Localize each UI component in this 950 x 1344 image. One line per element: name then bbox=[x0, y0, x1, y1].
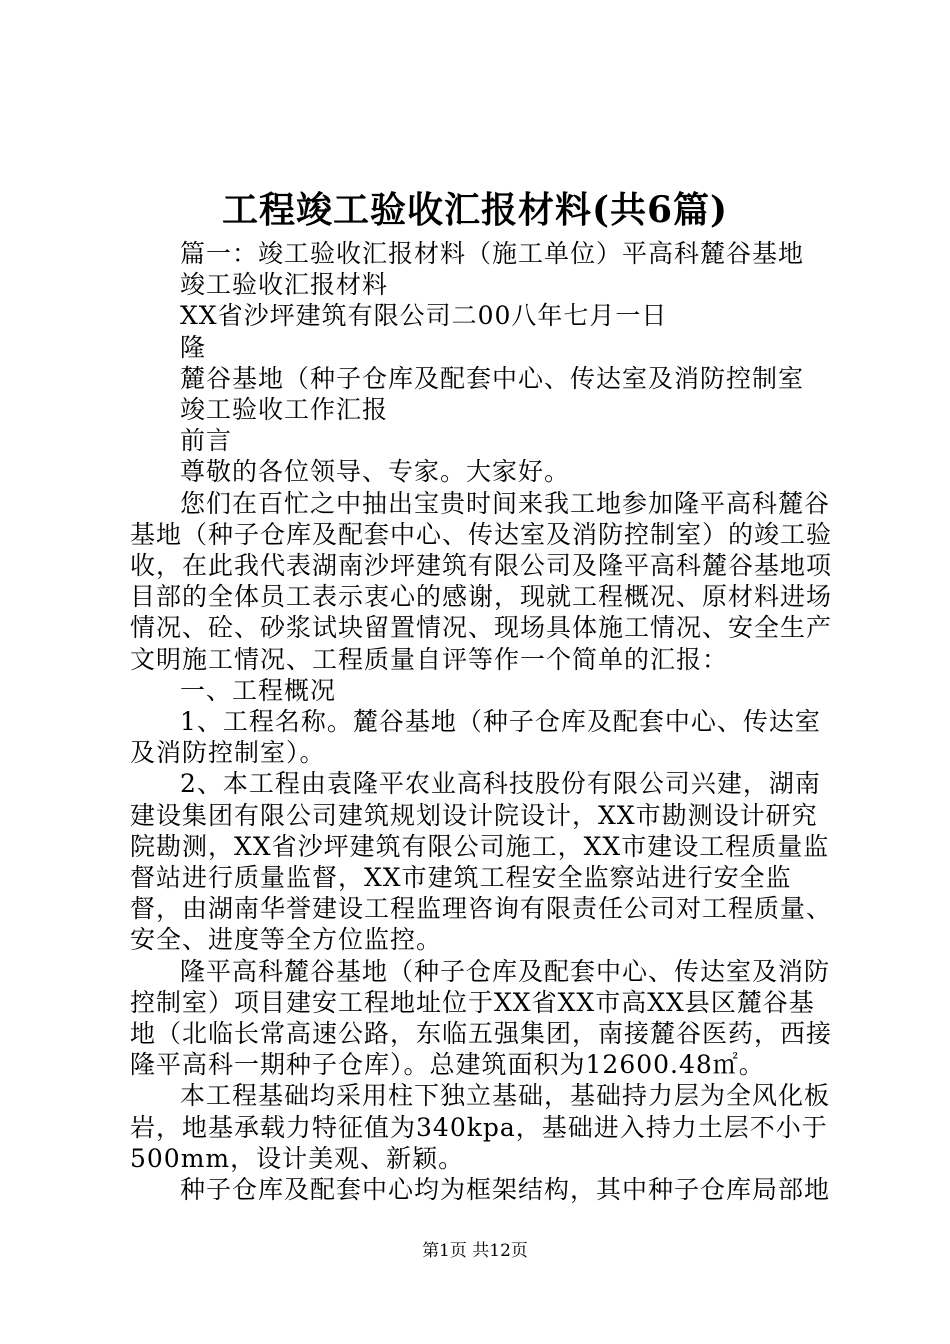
page-footer: 第1页 共12页 bbox=[422, 1241, 528, 1261]
paragraph-fragment: 隆 bbox=[180, 332, 207, 362]
paragraph-company-date: XX省沙坪建筑有限公司二00八年七月一日 bbox=[180, 301, 668, 331]
document-body bbox=[130, 238, 832, 1205]
paragraph-item-1: 1、工程名称。麓谷基地（种子仓库及配套中心、传达室及消防控制室）。 bbox=[130, 707, 821, 768]
paragraph-item-2: 2、本工程由袁隆平农业高科技股份有限公司兴建，湖南建设集团有限公司建筑规划设计院设计，XX市勘测设计研究院勘测，XX省沙坪建筑有限公司施工，XX市建设工程质量监督站进行质量监督，XX市建筑工程安全监察站进行安全监督，由湖南华誉建设工程监理咨询有限责任公司对工程质量、安全、进度等全方位监控。 bbox=[130, 769, 833, 955]
paragraph-preface: 前言 bbox=[180, 426, 233, 456]
paragraph-greeting: 尊敬的各位领导、专家。大家好。 bbox=[180, 457, 571, 487]
paragraph-location: 隆平高科麓谷基地（种子仓库及配套中心、传达室及消防控制室）项目建安工程地址位于XX省XX市高XX县区麓谷基地（北临长常高速公路，东临五强集团，南接麓谷医药，西接隆平高科一期种子仓库）。总建筑面积为12600.48㎡。 bbox=[130, 956, 833, 1080]
paragraph-section-1: 一、工程概况 bbox=[180, 675, 337, 705]
document-title: 工程竣工验收汇报材料(共6篇) bbox=[221, 189, 729, 231]
paragraph-intro: 您们在百忙之中抽出宝贵时间来我工地参加隆平高科麓谷基地（种子仓库及配套中心、传达室及消防控制室）的竣工验收，在此我代表湖南沙坪建筑有限公司及隆平高科麓谷基地项目部的全体员工表示衷心的感谢，现就工程概况、原材料进场情况、砼、砂浆试块留置情况、现场具体施工情况、安全生产文明施工情况、工程质量自评等作一个简单的汇报： bbox=[130, 488, 833, 674]
paragraph-structure: 种子仓库及配套中心均为框架结构，其中种子仓库局部地 bbox=[180, 1175, 831, 1205]
paragraph-heading-1: 篇一：竣工验收汇报材料（施工单位）平高科麓谷基地 bbox=[180, 239, 805, 268]
paragraph-report-title: 竣工验收工作汇报 bbox=[180, 395, 389, 425]
paragraph-foundation: 本工程基础均采用柱下独立基础，基础持力层为全风化板岩，地基承载力特征值为340kpa，基础进入持力土层不小于500mm，设计美观、新颖。 bbox=[130, 1081, 831, 1173]
paragraph-project-name: 麓谷基地（种子仓库及配套中心、传达室及消防控制室 bbox=[180, 363, 805, 393]
paragraph-subtitle: 竣工验收汇报材料 bbox=[180, 270, 389, 300]
